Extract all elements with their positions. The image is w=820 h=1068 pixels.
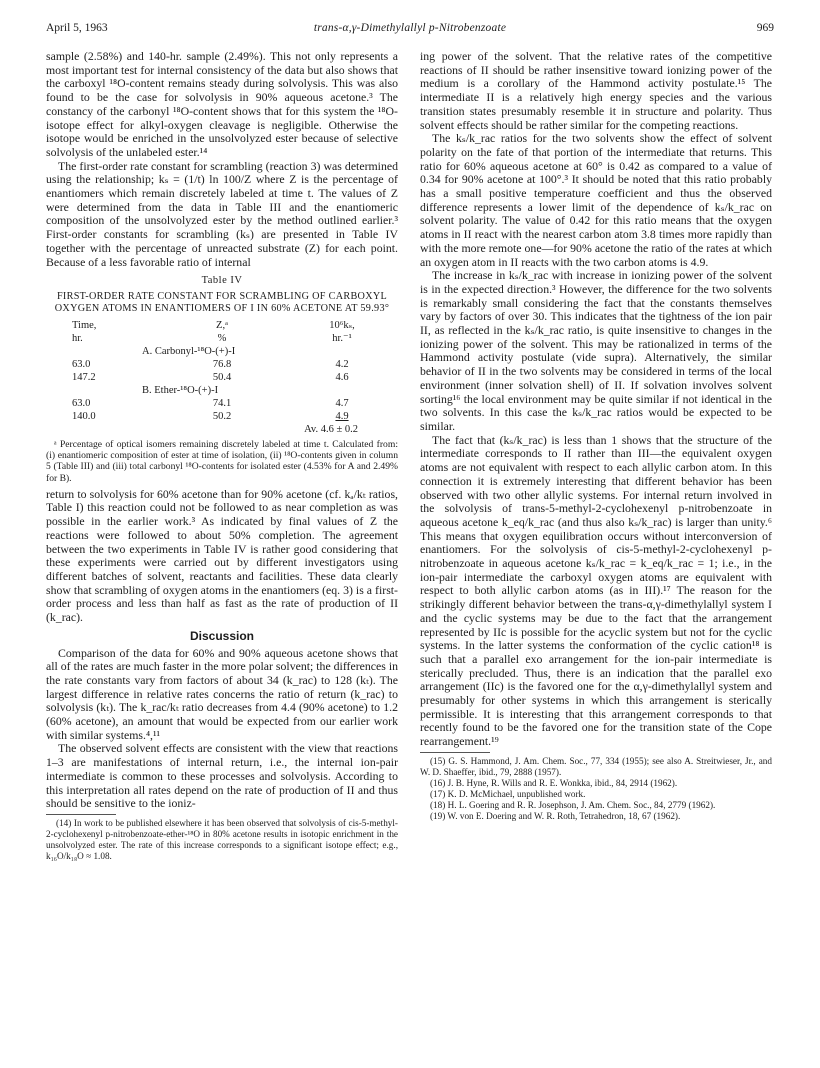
footnote: (16) J. B. Hyne, R. Wills and R. E. Wonkka, ibid., 84, 2914 (1962). [430, 777, 678, 788]
cell-k: 4.7 [335, 397, 349, 409]
column-unit-z: % [217, 332, 227, 344]
cell-z: 74.1 [212, 397, 232, 409]
page-number: 969 [756, 22, 774, 34]
footnotes [46, 818, 398, 862]
paragraph: return to solvolysis for 60% acetone than for 90% acetone (cf. kₐ/kₜ ratios, Table I) this reaction could not be followed to as near completion as was possible in the earlier work.³ As indicated by final values of Z the reactions were followed to about 50% completion. The agreement between the two experiments in Table IV is rather good considering that these experiments were carried out by different investigators using different batches of solvent, reactants and facilities. These data clearly show that scrambling of oxygen atoms in the enantiomers (eq. 3) is a first-order process and less than half as fast as the rate of production of II (k_rac). [46, 486, 398, 625]
cell-time: 147.2 [72, 371, 96, 383]
paragraph: Comparison of the data for 60% and 90% aqueous acetone shows that all of the rates are much faster in the more polar solvent; the differences in the rate constants vary from factors of about 34 (k_rac) to 128 (kₜ). The largest difference in relative rates concerns the ratio of return (k_rac) to solvolysis (kₜ). The k_rac/kₜ ratio decreases from 4.4 (90% acetone) to 1.2 (60% acetone), an amount that would be expected from our earlier work with similar systems.⁴,¹¹ [46, 645, 398, 742]
footnote: (17) K. D. McMichael, unpublished work. [430, 788, 586, 799]
section-b-label: B. Ether-¹⁸O-(+)-I [142, 384, 219, 396]
footnote: (18) H. L. Goering and R. R. Josephson, J. Am. Chem. Soc., 84, 2779 (1962). [430, 799, 716, 810]
cell-time: 140.0 [72, 410, 96, 422]
table-row [72, 358, 372, 371]
table-average-row [72, 423, 372, 436]
table-footnote: ᵃ Percentage of optical isomers remaining discretely labeled at time t. Calculated from: (i) enantiomeric composition of ester at time of isolation, (ii) ¹⁸O-contents given in column 5 (Table III) and (iii) total carbonyl ¹⁸O-contents for isolated ester (4.53% for A and 2.49% for B). [46, 438, 398, 484]
paragraph: The first-order rate constant for scrambling (reaction 3) was determined using the relationship; kₛ = (1/t) ln 100/Z where Z is the percentage of enantiomers which remain discretely labeled at time t. The values of Z were determined from the data in Table III and the enantiomeric composition of the unsolvolyzed ester by the method outlined earlier.³ First-order constants for scrambling (kₛ) are presented in Table IV together with the percentage of unreacted substrate (Z) for each point. Because of a less favorable ratio of internal [46, 158, 398, 269]
column-header-time: Time, [72, 319, 97, 331]
running-header [46, 22, 774, 38]
cell-z: 76.8 [212, 358, 232, 370]
table-title: Table IV [201, 275, 243, 287]
average-value: Av. 4.6 ± 0.2 [304, 423, 358, 435]
right-column [420, 50, 772, 822]
column-header-z: Z,ᵃ [216, 319, 228, 331]
table-row [72, 371, 372, 384]
left-column [46, 50, 398, 862]
table-header-row [72, 332, 372, 345]
header-title: trans-α,γ-Dimethylallyl p-Nitrobenzoate [313, 22, 507, 34]
footnote: (15) G. S. Hammond, J. Am. Chem. Soc., 77, 334 (1955); see also A. Streitwieser, Jr., and W. D. Shaeffer, ibid., 79, 2888 (1957). [420, 755, 772, 777]
section-a-label: A. Carbonyl-¹⁸O-(+)-I [142, 345, 236, 357]
table-body [72, 319, 372, 436]
footnote: (19) W. von E. Doering and W. R. Roth, Tetrahedron, 18, 67 (1962). [430, 810, 681, 821]
table-caption: FIRST-ORDER RATE CONSTANT FOR SCRAMBLING OF CARBOXYL OXYGEN ATOMS IN ENANTIOMERS OF I IN 60% ACETONE AT 59.93° [54, 290, 390, 315]
header-date: April 5, 1963 [46, 22, 108, 34]
column-unit-k: hr.⁻¹ [332, 332, 352, 344]
table-section-row [72, 345, 372, 358]
cell-k: 4.6 [335, 371, 349, 383]
table-row [72, 410, 372, 423]
table-row [72, 397, 372, 410]
footnotes [420, 756, 772, 822]
column-header-k: 10⁶kₛ, [329, 319, 355, 331]
paragraph: The observed solvent effects are consistent with the view that reactions 1–3 are manifestations of internal return, i.e., the internal ion-pair intermediate is common to these processes and solvolysis. According to this interpretation all rates depend on the rate of production of II and thus should be sensitive to the ioniz- [46, 741, 398, 811]
table-section-row [72, 384, 372, 397]
cell-k: 4.2 [335, 358, 349, 370]
footnote-divider [420, 752, 490, 753]
cell-k: 4.9 [335, 410, 349, 422]
paragraph: The fact that (kₛ/k_rac) is less than 1 shows that the structure of the intermediate corresponds to II rather than III—the equivalent oxygen atoms are not equivalent with respect to each allylic carbon atom. In this connection it is extremely interesting that different behavior has been observed with two other allylic systems. For internal return involved in the solvolysis of trans-5-methyl-2-cyclohexenyl p-nitrobenzoate in aqueous acetone k_eq/k_rac (and thus also kₛ/k_rac) is larger than unity.⁶ This means that oxygen equilibration occurs without interconversion of enantiomers. For the solvolysis of cis-5-methyl-2-cyclohexenyl p-nitrobenzoate in aqueous acetone kₛ/k_rac = k_eq/k_rac = 1; i.e., in the ion-pair intermediate the carboxyl oxygen atoms are equivalent with respect to both allylic carbon atoms (as in III).¹⁷ The reason for the strikingly different behavior between the trans-α,γ-dimethylallyl system I and the cyclic systems may be due to the fact that the arrangement represented by IIc is possible for the acyclic system but not for the cyclic systems. In the latter systems the conformation of the cyclic cation¹⁸ is such that a parallel exo arrangement for the ion-pair intermediate is sterically precluded. Thus, there is an indication that the parallel exo arrangement (IIc) is the favored one for the α,γ-dimethylallyl system and presumably for other systems in which this arrangement is sterically permissible. It is interesting that this arrangement corresponds to that recently found to be the favored one for the transition state of the Cope rearrangement.¹⁹ [420, 432, 772, 749]
footnote-divider [46, 814, 116, 815]
paragraph: The kₛ/k_rac ratios for the two solvents show the effect of solvent polarity on the fate of that portion of the intermediate that returns. This ratio for 60% aqueous acetone at 60° is 0.42 as compared to a value of 0.34 for 90% acetone at 100°.³ It should be noted that this ratio probably has a small positive temperature coefficient and thus the observed difference represents a lower limit of the dependence of kₛ/k_rac on solvent polarity. The value of 0.42 for this ratio means that the oxygen atoms in II react with the nearest carbon atom 3.8 times more rapidly than with the more remote one—for 90% acetone the ratio of the rates at which an oxygen atom in II reacts with the two carbon atoms is 4.9. [420, 131, 772, 269]
cell-z: 50.2 [212, 410, 232, 422]
column-unit-time: hr. [72, 332, 83, 344]
paragraph: ing power of the solvent. That the relative rates of the competitive reactions of II should be rather insensitive toward ionizing power of the medium is a corollary of the Hammond activity postulate.¹⁵ The intermediate II is a relatively high energy species and the various transition states presumably resemble it in structure and polarity. Thus solvent effects should be rather similar for the competing reactions. [420, 49, 772, 132]
table-header-row [72, 319, 372, 332]
section-heading: Discussion [189, 628, 255, 643]
footnote: (14) In work to be published elsewhere it has been observed that solvolysis of cis-5-methyl-2-cyclohexenyl p-nitrobenzoate-ether-¹⁸O in 80% acetone results in isotopic enrichment in the unsolvolyzed ester. The rate of this increase corresponds to a significant isotope effect; e.g., k₁₆O/k₁₈O ≈ 1.08. [46, 817, 398, 861]
cell-time: 63.0 [72, 397, 91, 409]
paragraph: sample (2.58%) and 140-hr. sample (2.49%). This not only represents a most important test for internal consistency of the data but also shows that the carboxyl ¹⁸O-content remains steady during solvolysis. This was also found to be the case for solvolysis in 90% aqueous acetone.³ The constancy of the carbonyl ¹⁸O-content shows that for this system the ¹⁸O-isotope effect for alkyl-oxygen cleavage is negligible. Otherwise the isotope would be enriched in the unsolvolyzed ester because of selective solvolysis of the unlabeled ester.¹⁴ [46, 49, 398, 159]
cell-time: 63.0 [72, 358, 91, 370]
paragraph: The increase in kₛ/k_rac with increase in ionizing power of the solvent is in the expected direction.³ However, the difference for the two solvents is remarkably small considering the fact that the constants themselves vary by factors of over 30. This indicates that the tightness of the ion pair II, as reflected in the kₛ/k_rac ratio, is quite insensitive to changes in the ionizing power of the solvent. This may be rationalized in terms of the Hammond activity postulate (vide supra). Alternatively, the similar behavior of II in the two solvents may be considered in terms of the local environment (inner solvation shell) of II. If solvation involves solvent sorting¹⁶ the local environment may be quite similar if not identical in the two solvents. In this case the kₛ/k_rac ratios would be expected to be similar. [420, 268, 772, 433]
table-iv [46, 274, 398, 484]
cell-z: 50.4 [212, 371, 232, 383]
